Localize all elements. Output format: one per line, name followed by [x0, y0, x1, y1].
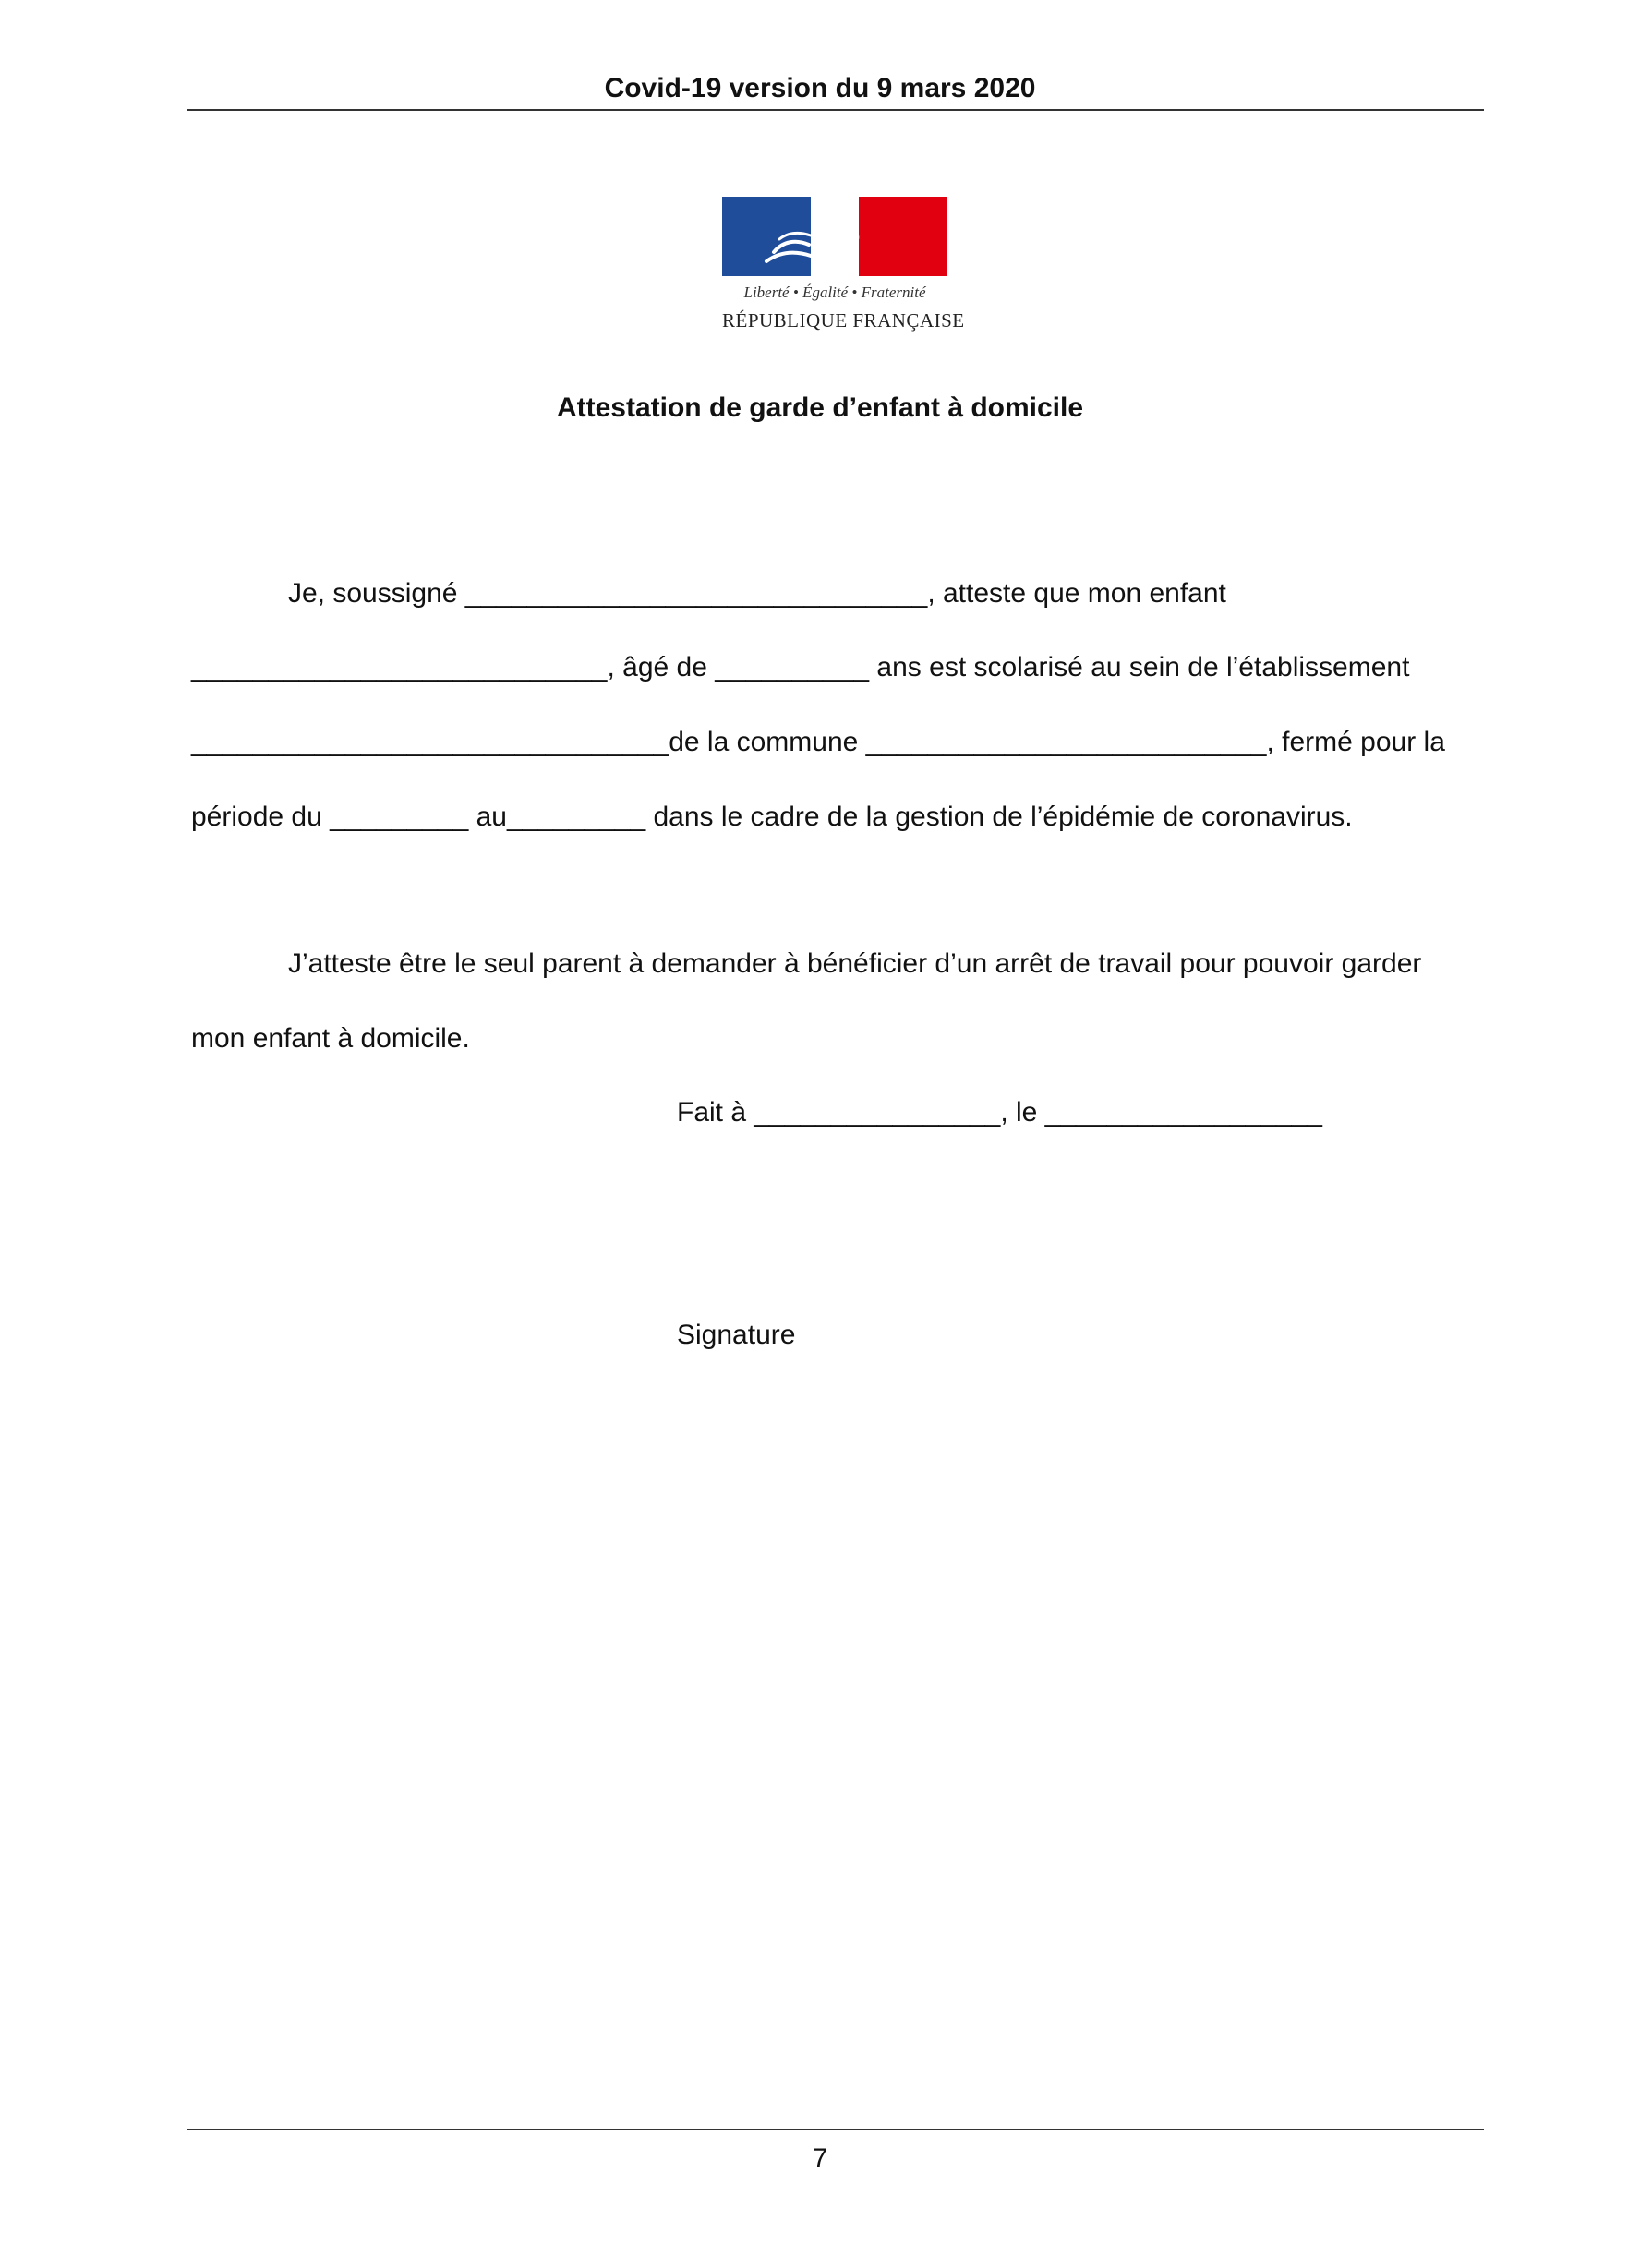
body-line-commune: _______________________________de la commune __________________________, fermé pour la [191, 727, 1445, 757]
republique-francaise-logo [722, 197, 965, 332]
marianne-flag-icon [722, 197, 947, 276]
logo-republique-name: RÉPUBLIQUE FRANÇAISE [722, 309, 965, 332]
body-line-attestation-end: mon enfant à domicile. [191, 1023, 470, 1054]
page-number: 7 [812, 2143, 828, 2174]
page-header-title: Covid-19 version du 9 mars 2020 [604, 73, 1036, 103]
place-date-line: Fait à ________________, le __________________ [677, 1097, 1322, 1128]
signature-label: Signature [677, 1320, 796, 1350]
body-line-attestation: J’atteste être le seul parent à demander à bénéficier d’un arrêt de travail pour pouvoir garder [288, 948, 1422, 979]
body-line-identity: Je, soussigné ______________________________, atteste que mon enfant [288, 578, 1226, 609]
logo-motto: Liberté • Égalité • Fraternité [743, 284, 926, 301]
header-divider [187, 109, 1484, 111]
footer-divider [187, 2129, 1484, 2130]
body-line-age-school: ___________________________, âgé de __________ ans est scolarisé au sein de l’établissement [191, 652, 1410, 682]
body-line-period: période du _________ au_________ dans le cadre de la gestion de l’épidémie de coronavirus. [191, 802, 1353, 832]
document-title: Attestation de garde d’enfant à domicile [556, 392, 1084, 423]
